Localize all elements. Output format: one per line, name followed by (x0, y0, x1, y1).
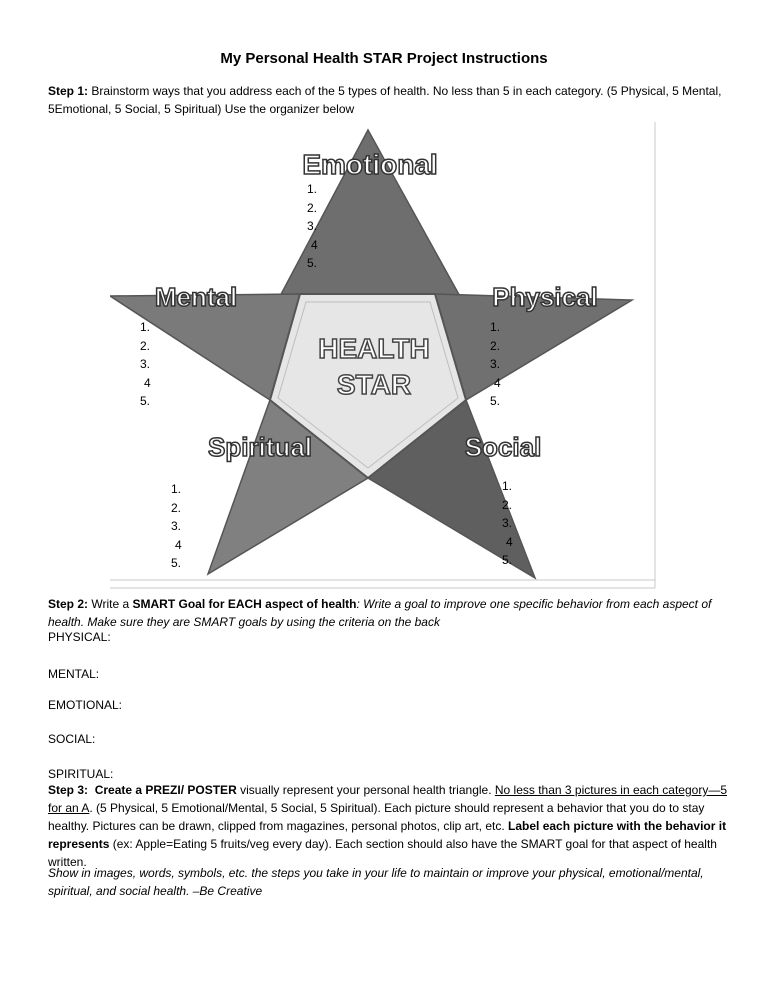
list-item: 3. (171, 519, 182, 533)
list-item: 4 (144, 375, 151, 390)
list-item: 5. (171, 556, 182, 570)
health-star-title-line1: HEALTH (318, 333, 430, 364)
step3-text2: . (5 Physical, 5 Emotional/Mental, 5 Social, 5 Spiritual). Each picture should represent a behavior that you do to stay healthy. Pictures can be drawn, clipped from magazines, personal photos, clip art, etc. (48, 801, 705, 833)
step2-paragraph (48, 595, 728, 631)
list-item: 3. (490, 357, 501, 371)
list-item: 1. (140, 320, 151, 334)
health-star-title-line2: STAR (336, 369, 412, 400)
goal-physical: PHYSICAL: (48, 630, 111, 644)
step3-bold2: Label each picture with the behavior it represents (48, 819, 727, 851)
label-social: Social (464, 432, 542, 462)
list-mental (140, 318, 151, 411)
step3-bold: Create a PREZI/ POSTER (94, 783, 237, 797)
list-spiritual (171, 480, 182, 573)
list-item: 2. (307, 200, 318, 215)
step3-underline: No less than 3 pictures in each category—5 for an A (48, 783, 727, 815)
label-mental: Mental (154, 282, 238, 312)
list-item: 1. (502, 479, 513, 493)
list-item: 3. (140, 357, 151, 371)
list-item: 3. (502, 516, 513, 530)
goal-spiritual: SPIRITUAL: (48, 767, 114, 781)
list-item: 4 (175, 537, 182, 552)
list-item: 1. (307, 182, 318, 196)
list-item: 2. (171, 500, 182, 515)
list-item: 5. (307, 256, 318, 270)
step2-label: Step 2: (48, 597, 89, 611)
label-physical: Physical (492, 282, 598, 312)
list-item: 4 (311, 237, 318, 252)
list-item: 2. (140, 338, 151, 353)
goal-mental: MENTAL: (48, 667, 100, 681)
list-item: 5. (140, 394, 151, 408)
health-star-diagram (110, 122, 660, 592)
step3-italic: Show in images, words, symbols, etc. the steps you take in your life to maintain or improve your physical, emotional/mental, spiritual, and social health. –Be Creative (48, 866, 704, 898)
list-social (502, 477, 513, 570)
goal-social: SOCIAL: (48, 732, 96, 746)
list-item: 1. (171, 482, 182, 496)
list-emotional (307, 180, 318, 273)
list-physical (490, 318, 501, 411)
list-item: 4 (494, 375, 501, 390)
step3-text3: (ex: Apple=Eating 5 fruits/veg every day). Each section should also have the SMART goal for that aspect of health written. (48, 837, 717, 869)
label-emotional: Emotional (302, 149, 438, 180)
label-spiritual: Spiritual (207, 432, 313, 462)
step1-text: Brainstorm ways that you address each of the 5 types of health. No less than 5 in each category. (5 Physical, 5 Mental, 5Emotional, 5 Social, 5 Spiritual) Use the organizer below (48, 84, 722, 116)
step2-bold: SMART Goal for EACH aspect of health (132, 597, 357, 611)
list-item: 5. (502, 553, 513, 567)
step3-paragraph (48, 781, 728, 871)
step2-italic: : Write a goal to improve one specific behavior from each aspect of health. Make sure they are SMART goals by using the criteria on the back (48, 597, 712, 629)
list-item: 4 (506, 534, 513, 549)
page-title: My Personal Health STAR Project Instructions (220, 50, 548, 67)
step3-text1: visually represent your personal health triangle. (236, 783, 495, 797)
step1-label: Step 1: (48, 84, 89, 98)
step2-text: Write a (88, 597, 133, 611)
goal-emotional: EMOTIONAL: (48, 698, 123, 712)
step3-label: Step 3: (48, 783, 89, 797)
list-item: 2. (490, 338, 501, 353)
list-item: 1. (490, 320, 501, 334)
list-item: 5. (490, 394, 501, 408)
list-item: 3. (307, 219, 318, 233)
list-item: 2. (502, 497, 513, 512)
step1-paragraph (48, 82, 728, 118)
